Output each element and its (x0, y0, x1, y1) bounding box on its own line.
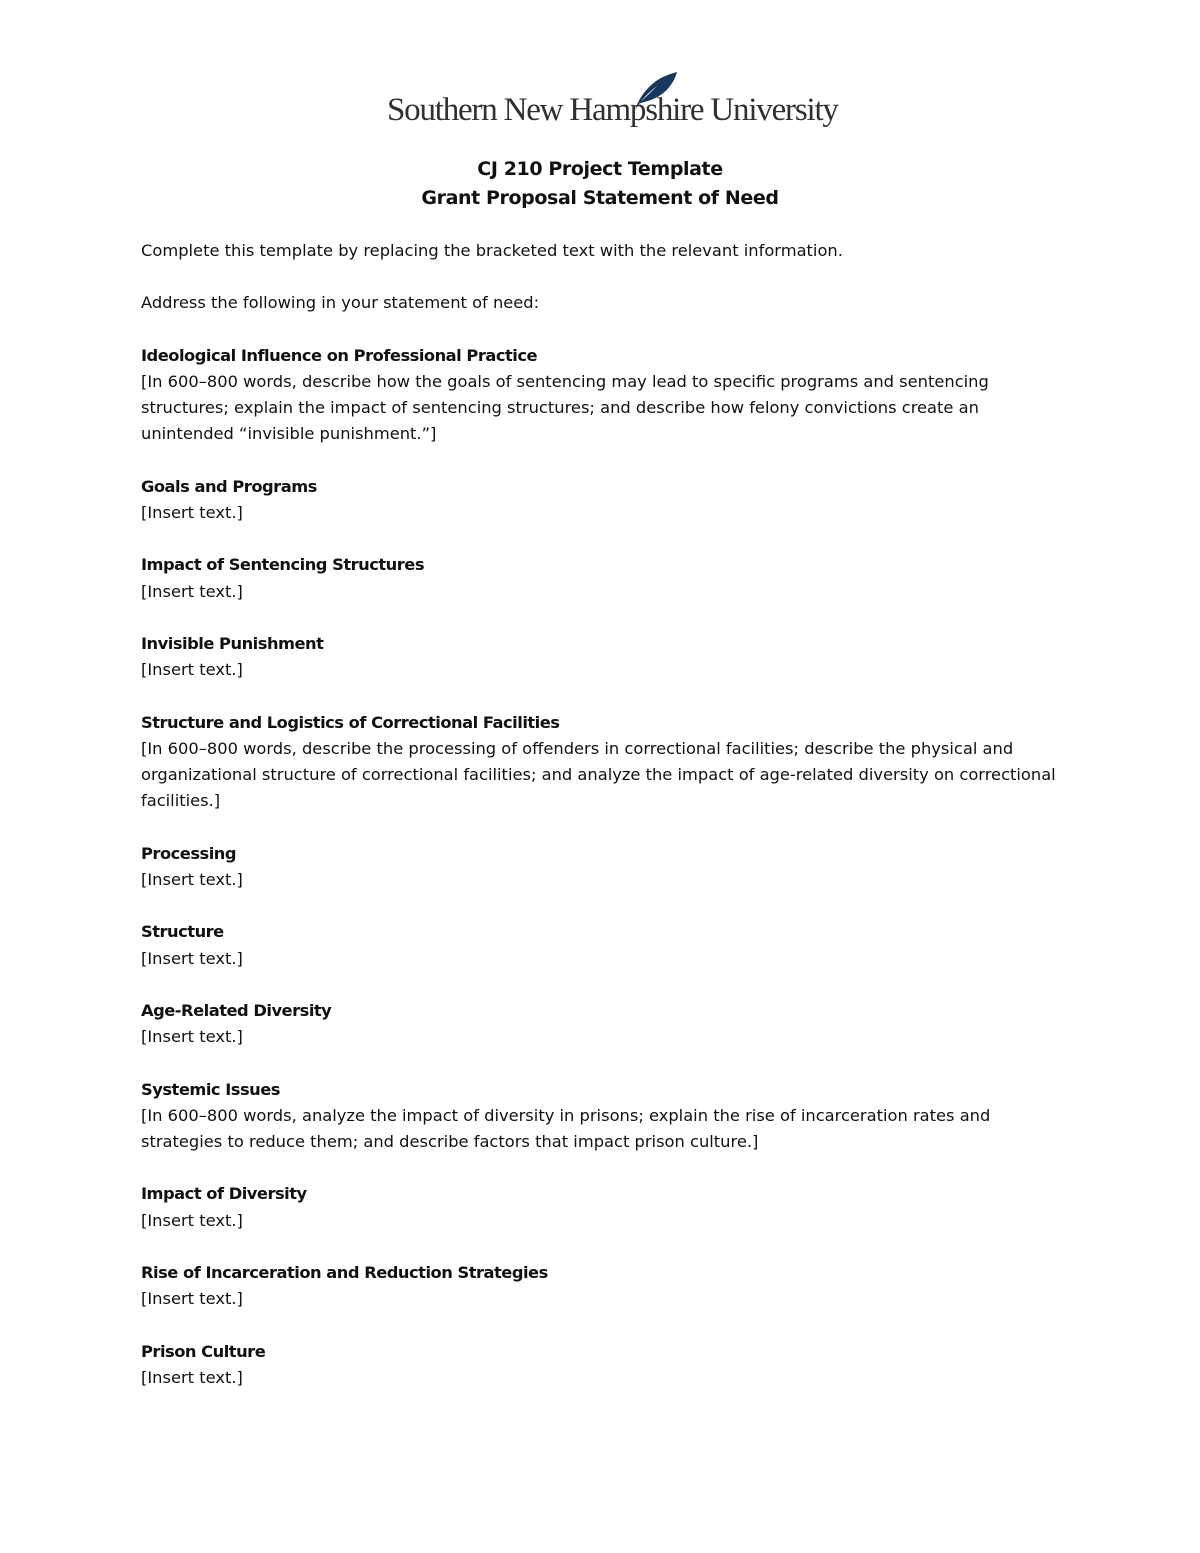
section-impact-of-diversity (141, 1181, 1061, 1234)
section-age-related-diversity (141, 998, 1061, 1051)
section-heading: Goals and Programs (141, 476, 317, 496)
section-heading: Ideological Influence on Professional Practice (141, 345, 538, 365)
section-rise-of-incarceration (141, 1260, 1061, 1313)
section-text: [In 600–800 words, describe the processing of offenders in correctional facilities; describe the physical and organizational structure of correctional facilities; and analyze the impact of age-related diversity on correctional facilities.] (141, 738, 1056, 811)
section-systemic-issues (141, 1077, 1061, 1156)
document-body (141, 238, 1061, 1417)
title-line-1: CJ 210 Project Template (477, 158, 723, 180)
section-prison-culture (141, 1339, 1061, 1392)
section-heading: Structure (141, 922, 224, 942)
instruction-text: Complete this template by replacing the bracketed text with the relevant information. (141, 241, 843, 260)
section-heading: Structure and Logistics of Correctional Facilities (141, 712, 560, 732)
section-heading: Impact of Sentencing Structures (141, 555, 425, 575)
address-text: Address the following in your statement of need: (141, 293, 540, 313)
section-heading: Processing (141, 843, 237, 863)
section-heading: Invisible Punishment (141, 633, 324, 653)
section-heading: Age-Related Diversity (141, 1000, 332, 1020)
section-structure-and-logistics (141, 710, 1061, 815)
section-heading: Impact of Diversity (141, 1184, 307, 1204)
section-heading: Prison Culture (141, 1341, 266, 1361)
section-text: [Insert text.] (141, 1367, 243, 1387)
section-text: [Insert text.] (141, 1210, 243, 1230)
title-line-2: Grant Proposal Statement of Need (421, 187, 779, 209)
section-text: [Insert text.] (141, 660, 243, 680)
section-heading: Rise of Incarceration and Reduction Strategies (141, 1263, 548, 1283)
section-processing (141, 841, 1061, 894)
section-text: [Insert text.] (141, 1027, 243, 1047)
section-text: [Insert text.] (141, 870, 243, 890)
section-heading: Systemic Issues (141, 1079, 280, 1099)
section-goals-and-programs (141, 474, 1061, 527)
section-text: [In 600–800 words, describe how the goals of sentencing may lead to specific programs and sentencing structures; explain the impact of sentencing structures; and describe how felony convictions create an unintended “invisible punishment.”] (141, 371, 989, 444)
section-ideological-influence (141, 343, 1061, 448)
section-text: [Insert text.] (141, 581, 243, 601)
university-logo (387, 70, 838, 136)
section-text: [In 600–800 words, analyze the impact of diversity in prisons; explain the rise of incarceration rates and strategies to reduce them; and describe factors that impact prison culture.] (141, 1105, 991, 1152)
section-text: [Insert text.] (141, 1289, 243, 1309)
section-structure (141, 919, 1061, 972)
logo-wordmark: Southern New Hampshire University (387, 92, 838, 128)
section-invisible-punishment (141, 631, 1061, 684)
section-text: [Insert text.] (141, 503, 243, 523)
section-text: [Insert text.] (141, 948, 243, 968)
document-title (0, 155, 1200, 213)
section-impact-of-sentencing (141, 552, 1061, 605)
